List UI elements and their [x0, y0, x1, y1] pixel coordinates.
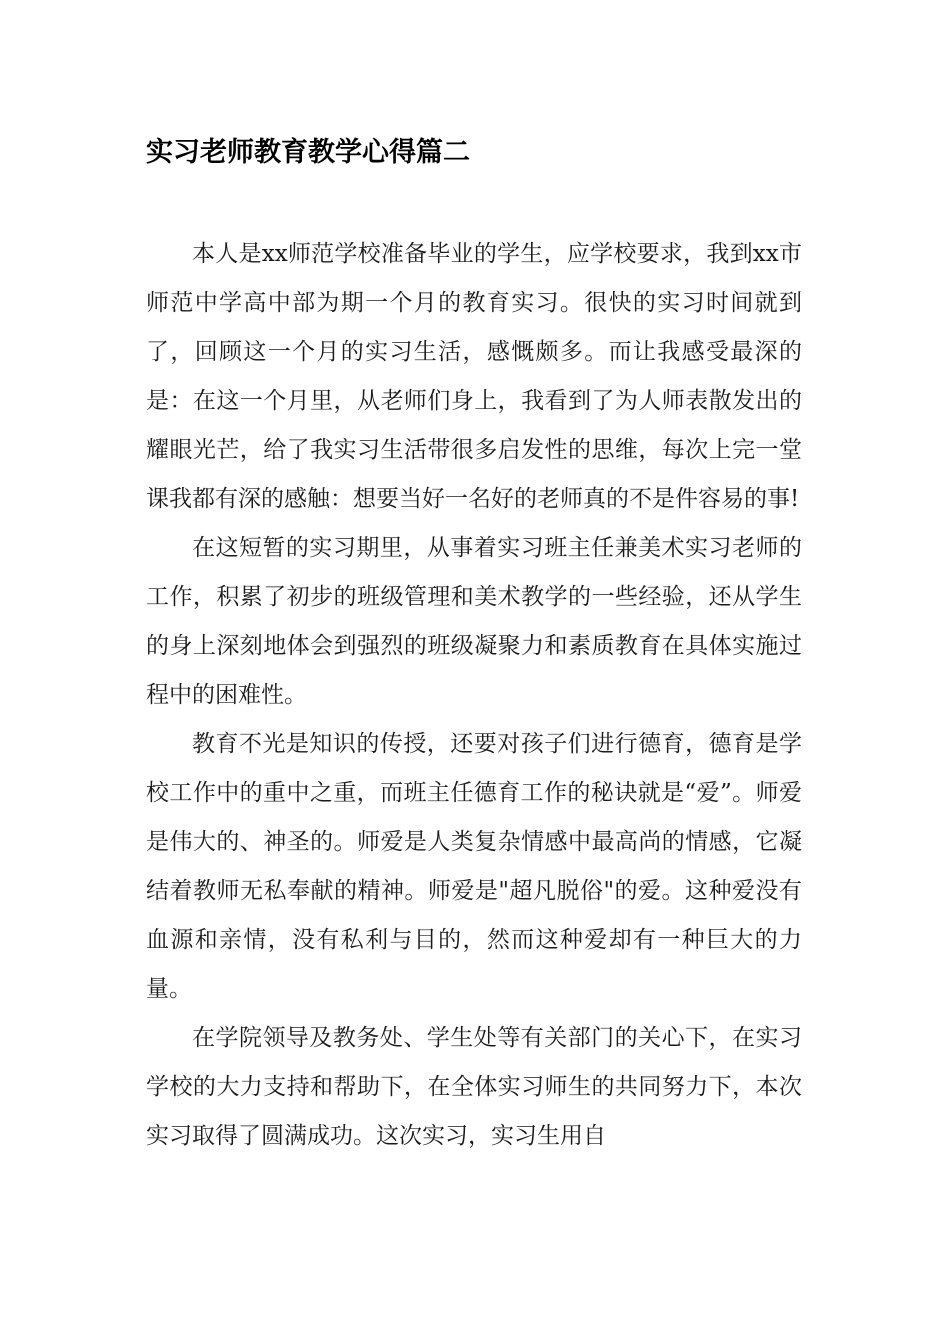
paragraph: 教育不光是知识的传授，还要对孩子们进行德育，德育是学校工作中的重中之重，而班主任德育工作的秘诀就是“爱”。师爱是伟大的、神圣的。师爱是人类复杂情感中最高尚的情感，它凝结着教师无私奉献的精神。师爱是"超凡脱俗"的爱。这种爱没有血源和亲情，没有私利与目的，然而这种爱却有一种巨大的力量。 [146, 731, 802, 1002]
paragraph: 在学院领导及教务处、学生处等有关部门的关心下，在实习学校的大力支持和帮助下，在全体实习师生的共同努力下，本次实习取得了圆满成功。这次实习，实习生用自 [146, 1025, 802, 1149]
document-body [146, 230, 802, 1161]
document-title: 实习老师教育教学心得篇二 [146, 137, 470, 168]
paragraph: 在这短暂的实习期里，从事着实习班主任兼美术实习老师的工作，积累了初步的班级管理和美术教学的一些经验，还从学生的身上深刻地体会到强烈的班级凝聚力和素质教育在具体实施过程中的困难性。 [146, 535, 802, 708]
paragraph: 本人是xx师范学校准备毕业的学生，应学校要求，我到xx市师范中学高中部为期一个月的教育实习。很快的实习时间就到了，回顾这一个月的实习生活，感慨颇多。而让我感受最深的是：在这一个月里，从老师们身上，我看到了为人师表散发出的耀眼光芒，给了我实习生活带很多启发性的思维，每次上完一堂课我都有深的感触：想要当好一名好的老师真的不是件容易的事! [146, 241, 802, 512]
